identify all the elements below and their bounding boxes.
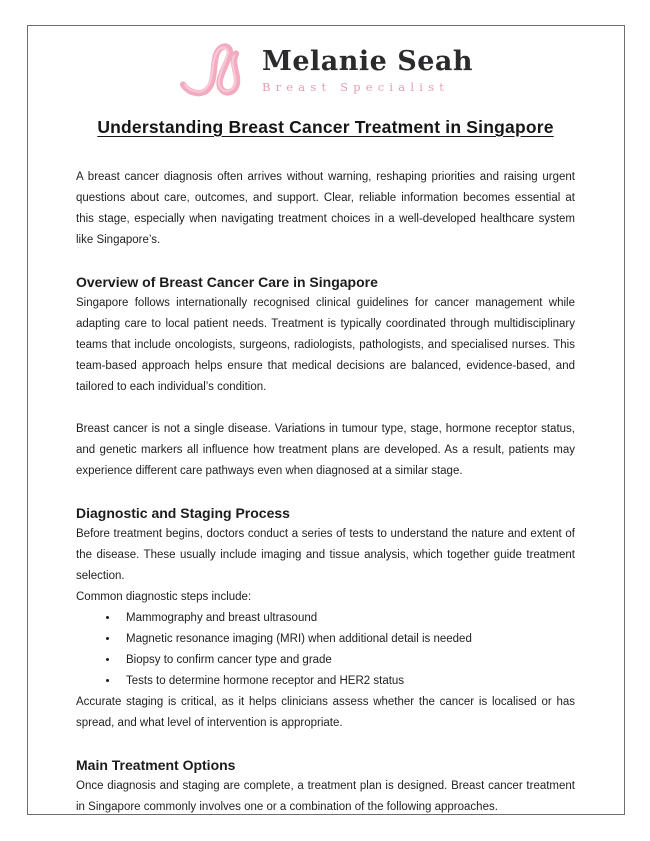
section-heading-treatment: Main Treatment Options bbox=[76, 757, 236, 773]
section-overview bbox=[76, 272, 575, 482]
staging-paragraph: Accurate staging is critical, as it helps clinicians assess whether the cancer is localised or has spread, and what level of intervention is appropriate. bbox=[76, 696, 575, 729]
diagnostic-steps-list bbox=[76, 608, 575, 692]
list-item: • Tests to determine hormone receptor and HER2 status bbox=[119, 671, 575, 692]
treatment-paragraph: Once diagnosis and staging are complete, a treatment plan is designed. Breast cancer treatment in Singapore commonly involves one or a combination of the following approaches. bbox=[76, 780, 575, 813]
diagnostic-steps-lead: Common diagnostic steps include: bbox=[76, 591, 252, 603]
logo-name: Melanie Seah bbox=[261, 45, 474, 77]
intro-paragraph: A breast cancer diagnosis often arrives without warning, reshaping priorities and raising urgent questions about care, outcomes, and support. Clear, reliable information becomes essential at this stage, especially when navigating treatment choices in a well-developed healthcare system like Singapore’s. bbox=[76, 171, 575, 246]
diagnostic-paragraph: Before treatment begins, doctors conduct a series of tests to understand the nature and extent of the disease. These usually include imaging and tissue analysis, which together guide treatment selection. bbox=[76, 528, 575, 582]
logo-text bbox=[262, 47, 473, 94]
section-treatment bbox=[76, 755, 575, 818]
document-page bbox=[27, 25, 625, 815]
section-heading-diagnostic: Diagnostic and Staging Process bbox=[76, 505, 290, 521]
pink-ribbon-icon bbox=[178, 39, 252, 101]
list-item: • Magnetic resonance imaging (MRI) when additional detail is needed bbox=[119, 629, 575, 650]
list-item: • Biopsy to confirm cancer type and grade bbox=[119, 650, 575, 671]
logo-tagline: Breast Specialist bbox=[261, 79, 450, 94]
page-title: Understanding Breast Cancer Treatment in Singapore bbox=[97, 117, 554, 137]
section-heading-overview: Overview of Breast Cancer Care in Singapore bbox=[76, 274, 378, 290]
logo bbox=[76, 39, 575, 101]
overview-paragraph-2: Breast cancer is not a single disease. Variations in tumour type, stage, hormone receptor status, and genetic markers all influence how treatment plans are developed. As a result, patients may experience different care pathways even when diagnosed at a similar stage. bbox=[76, 423, 575, 477]
list-item: • Mammography and breast ultrasound bbox=[119, 608, 575, 629]
overview-paragraph-1: Singapore follows internationally recognised clinical guidelines for cancer management while adapting care to local patient needs. Treatment is typically coordinated through multidisciplinary teams that include oncologists, surgeons, radiologists, pathologists, and specialised nurses. This team-based approach helps ensure that medical decisions are balanced, evidence-based, and tailored to each individual’s condition. bbox=[76, 297, 575, 393]
section-diagnostic bbox=[76, 503, 575, 734]
